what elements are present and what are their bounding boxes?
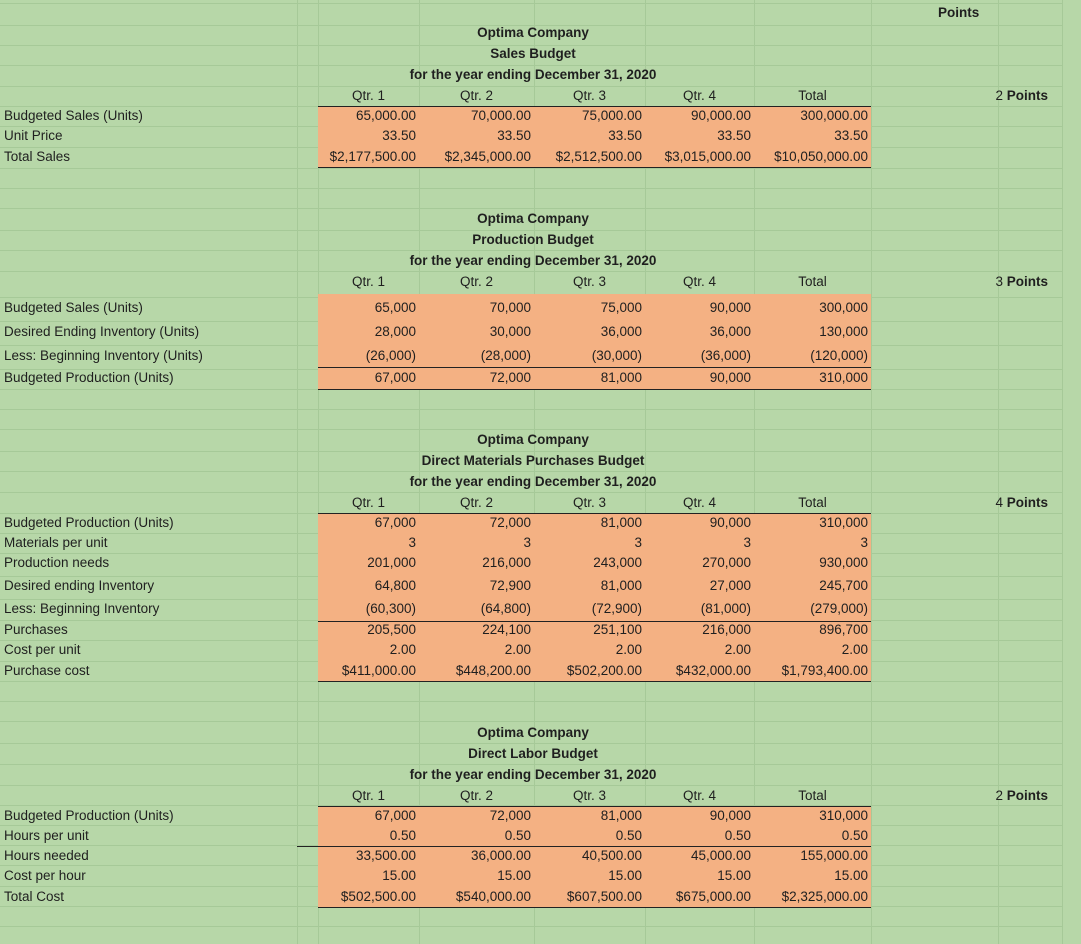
value-cell[interactable]: 0.50 xyxy=(504,828,531,843)
value-cell[interactable]: (28,000) xyxy=(480,348,531,363)
value-cell[interactable]: 72,000 xyxy=(489,515,531,530)
value-cell[interactable]: $2,325,000.00 xyxy=(781,889,868,904)
row-label: Less: Beginning Inventory (Units) xyxy=(4,348,203,363)
value-cell[interactable]: 3 xyxy=(743,535,751,550)
points-value xyxy=(940,272,1048,292)
row-label: Purchase cost xyxy=(4,663,90,678)
grid-row-line xyxy=(0,188,1062,189)
value-cell[interactable]: 67,000 xyxy=(374,808,416,823)
column-header: Qtr. 2 xyxy=(459,495,493,510)
value-cell[interactable]: 72,000 xyxy=(489,370,531,385)
value-cell[interactable]: 300,000.00 xyxy=(800,108,868,123)
value-cell[interactable]: 36,000 xyxy=(600,324,642,339)
column-header: Qtr. 1 xyxy=(351,88,385,103)
value-cell[interactable]: (279,000) xyxy=(810,601,868,616)
points-number: 2 xyxy=(995,788,1003,803)
value-cell[interactable]: 33.50 xyxy=(497,128,531,143)
value-cell[interactable]: 15.00 xyxy=(497,868,531,883)
value-cell[interactable]: 3 xyxy=(860,535,868,550)
value-cell[interactable]: 15.00 xyxy=(834,868,868,883)
points-label: Points xyxy=(1006,788,1048,803)
row-label: Materials per unit xyxy=(4,535,108,550)
column-header: Qtr. 2 xyxy=(459,274,493,289)
value-cell[interactable]: (72,900) xyxy=(591,601,642,616)
value-cell[interactable]: 930,000 xyxy=(819,555,868,570)
column-header: Qtr. 1 xyxy=(351,495,385,510)
value-cell[interactable]: 30,000 xyxy=(489,324,531,339)
row-label: Production needs xyxy=(4,555,110,570)
points-label: Points xyxy=(1006,495,1048,510)
value-cell[interactable]: 36,000 xyxy=(709,324,751,339)
budget-period: for the year ending December 31, 2020 xyxy=(409,253,657,268)
grid-row-line xyxy=(0,926,1062,927)
value-cell[interactable]: $2,177,500.00 xyxy=(329,149,416,164)
value-cell[interactable]: 3 xyxy=(634,535,642,550)
cell-border-line xyxy=(318,513,871,514)
value-cell[interactable]: 33.50 xyxy=(717,128,751,143)
row-label: Budgeted Production (Units) xyxy=(4,370,174,385)
value-cell[interactable]: 33.50 xyxy=(834,128,868,143)
value-cell[interactable]: $502,500.00 xyxy=(340,889,416,904)
column-header: Qtr. 3 xyxy=(572,274,606,289)
row-label: Hours needed xyxy=(4,848,89,863)
value-cell[interactable]: $2,512,500.00 xyxy=(555,149,642,164)
points-value xyxy=(940,493,1048,513)
cell-border-line xyxy=(318,167,871,168)
value-cell[interactable]: 90,000 xyxy=(709,370,751,385)
grid-column-line xyxy=(871,0,872,944)
cell-border-line xyxy=(318,621,871,622)
value-cell[interactable]: 90,000 xyxy=(709,300,751,315)
value-cell[interactable]: $540,000.00 xyxy=(455,889,531,904)
value-cell[interactable]: 310,000 xyxy=(819,370,868,385)
row-label: Less: Beginning Inventory xyxy=(4,601,160,616)
row-label: Budgeted Sales (Units) xyxy=(4,108,143,123)
budget-company-name: Optima Company xyxy=(477,725,589,740)
value-cell[interactable]: 40,500.00 xyxy=(581,848,642,863)
grid-row-line xyxy=(0,701,1062,702)
row-label: Desired ending Inventory xyxy=(4,578,155,593)
value-cell[interactable]: $3,015,000.00 xyxy=(664,149,751,164)
value-cell[interactable]: 75,000 xyxy=(600,300,642,315)
value-cell[interactable]: (36,000) xyxy=(700,348,751,363)
row-label: Unit Price xyxy=(4,128,63,143)
value-cell[interactable]: $432,000.00 xyxy=(675,663,751,678)
value-cell[interactable]: 90,000 xyxy=(709,515,751,530)
value-cell[interactable]: 72,900 xyxy=(489,578,531,593)
value-cell[interactable]: 2.00 xyxy=(504,642,531,657)
value-cell[interactable]: 45,000.00 xyxy=(690,848,751,863)
grid-row-line xyxy=(0,3,1062,4)
value-cell[interactable]: 0.50 xyxy=(724,828,751,843)
value-cell[interactable]: 3 xyxy=(523,535,531,550)
value-cell[interactable]: 216,000 xyxy=(702,622,751,637)
cell-border-line xyxy=(318,681,871,682)
value-cell[interactable]: 2.00 xyxy=(389,642,416,657)
grid-column-line xyxy=(1062,0,1063,944)
budget-title: Direct Labor Budget xyxy=(468,746,598,761)
value-cell[interactable]: 33.50 xyxy=(382,128,416,143)
column-header: Qtr. 3 xyxy=(572,788,606,803)
column-header: Qtr. 3 xyxy=(572,495,606,510)
column-header: Total xyxy=(798,495,827,510)
points-label: Points xyxy=(1006,274,1048,289)
value-cell[interactable]: 243,000 xyxy=(593,555,642,570)
grid-row-line xyxy=(0,168,1062,169)
budget-company-name: Optima Company xyxy=(477,25,589,40)
points-label: Points xyxy=(1006,88,1048,103)
value-cell[interactable]: 2.00 xyxy=(724,642,751,657)
value-cell[interactable]: 2.00 xyxy=(615,642,642,657)
points-number: 3 xyxy=(995,274,1003,289)
value-cell[interactable]: $10,050,000.00 xyxy=(774,149,868,164)
value-cell[interactable]: (81,000) xyxy=(700,601,751,616)
cell-border-line xyxy=(318,907,871,908)
cell-border-line xyxy=(318,846,871,847)
value-cell[interactable]: 67,000 xyxy=(374,370,416,385)
value-cell[interactable]: 0.50 xyxy=(615,828,642,843)
value-cell[interactable]: 270,000 xyxy=(702,555,751,570)
budget-period: for the year ending December 31, 2020 xyxy=(409,474,657,489)
value-cell[interactable]: (30,000) xyxy=(591,348,642,363)
value-cell[interactable]: 67,000 xyxy=(374,515,416,530)
points-number: 4 xyxy=(995,495,1003,510)
column-header: Qtr. 1 xyxy=(351,788,385,803)
row-label: Hours per unit xyxy=(4,828,89,843)
points-value xyxy=(940,786,1048,806)
budget-period: for the year ending December 31, 2020 xyxy=(409,767,657,782)
cell-border-line xyxy=(318,106,871,107)
value-cell[interactable]: 245,700 xyxy=(819,578,868,593)
grid-row-line xyxy=(0,721,1062,722)
value-cell[interactable]: 81,000 xyxy=(600,515,642,530)
budget-title: Direct Materials Purchases Budget xyxy=(421,453,645,468)
value-cell[interactable]: 15.00 xyxy=(717,868,751,883)
column-header: Total xyxy=(798,88,827,103)
value-cell[interactable]: 90,000.00 xyxy=(690,108,751,123)
value-cell[interactable]: 300,000 xyxy=(819,300,868,315)
row-label: Cost per unit xyxy=(4,642,81,657)
row-label: Purchases xyxy=(4,622,68,637)
cell-border-line xyxy=(318,367,871,368)
budget-title: Production Budget xyxy=(472,232,594,247)
cell-border-line xyxy=(318,389,871,390)
value-cell[interactable]: 33,500.00 xyxy=(355,848,416,863)
budget-period: for the year ending December 31, 2020 xyxy=(409,67,657,82)
value-cell[interactable]: 0.50 xyxy=(841,828,868,843)
value-cell[interactable]: 81,000 xyxy=(600,578,642,593)
value-cell[interactable]: $411,000.00 xyxy=(341,663,416,678)
value-cell[interactable]: $1,793,400.00 xyxy=(781,663,868,678)
column-header: Qtr. 1 xyxy=(351,274,385,289)
value-cell[interactable]: 251,100 xyxy=(593,622,642,637)
value-cell[interactable]: 81,000 xyxy=(600,808,642,823)
column-header: Total xyxy=(798,274,827,289)
column-header: Qtr. 4 xyxy=(682,274,716,289)
value-cell[interactable]: 896,700 xyxy=(819,622,868,637)
value-cell[interactable]: $607,500.00 xyxy=(566,889,642,904)
column-header: Qtr. 4 xyxy=(682,788,716,803)
row-label: Total Sales xyxy=(4,149,71,164)
value-cell[interactable]: 65,000 xyxy=(374,300,416,315)
column-header: Qtr. 3 xyxy=(572,88,606,103)
value-cell[interactable]: 65,000.00 xyxy=(355,108,416,123)
row-label: Budgeted Sales (Units) xyxy=(4,300,143,315)
budget-company-name: Optima Company xyxy=(477,211,589,226)
value-cell[interactable]: (64,800) xyxy=(480,601,531,616)
value-cell[interactable]: (26,000) xyxy=(365,348,416,363)
row-label: Budgeted Production (Units) xyxy=(4,515,174,530)
row-label: Total Cost xyxy=(4,889,65,904)
points-number: 2 xyxy=(995,88,1003,103)
value-cell[interactable]: 15.00 xyxy=(382,868,416,883)
value-cell[interactable]: 155,000.00 xyxy=(800,848,868,863)
value-cell[interactable]: 28,000 xyxy=(374,324,416,339)
value-cell[interactable]: 64,800 xyxy=(374,578,416,593)
value-cell[interactable]: (60,300) xyxy=(365,601,416,616)
value-cell[interactable]: 72,000 xyxy=(489,808,531,823)
row-label: Desired Ending Inventory (Units) xyxy=(4,324,200,339)
value-cell[interactable]: $502,200.00 xyxy=(566,663,642,678)
column-header: Total xyxy=(798,788,827,803)
points-column-header: Points xyxy=(938,5,980,20)
value-cell[interactable]: 70,000.00 xyxy=(470,108,531,123)
value-cell[interactable]: 130,000 xyxy=(819,324,868,339)
points-value xyxy=(940,86,1048,106)
value-cell[interactable]: 81,000 xyxy=(600,370,642,385)
column-header: Qtr. 4 xyxy=(682,495,716,510)
column-header: Qtr. 2 xyxy=(459,88,493,103)
column-header: Qtr. 2 xyxy=(459,788,493,803)
value-cell[interactable]: 0.50 xyxy=(389,828,416,843)
budget-title: Sales Budget xyxy=(490,46,576,61)
value-cell[interactable]: 310,000 xyxy=(819,515,868,530)
value-cell[interactable]: $675,000.00 xyxy=(675,889,751,904)
value-cell[interactable]: 216,000 xyxy=(482,555,531,570)
column-header: Qtr. 4 xyxy=(682,88,716,103)
value-cell[interactable]: 310,000 xyxy=(819,808,868,823)
value-cell[interactable]: 33.50 xyxy=(608,128,642,143)
value-cell[interactable]: 15.00 xyxy=(608,868,642,883)
value-cell[interactable]: 201,000 xyxy=(367,555,416,570)
value-cell[interactable]: 70,000 xyxy=(489,300,531,315)
grid-row-line xyxy=(0,409,1062,410)
value-cell[interactable]: $448,200.00 xyxy=(455,663,531,678)
cell-border-line xyxy=(318,806,871,807)
value-cell[interactable]: 3 xyxy=(408,535,416,550)
value-cell[interactable]: 224,100 xyxy=(482,622,531,637)
value-cell[interactable]: 2.00 xyxy=(841,642,868,657)
value-cell[interactable]: (120,000) xyxy=(810,348,868,363)
value-cell[interactable]: 205,500 xyxy=(367,622,416,637)
value-cell[interactable]: $2,345,000.00 xyxy=(444,149,531,164)
row-label: Budgeted Production (Units) xyxy=(4,808,174,823)
value-cell[interactable]: 90,000 xyxy=(709,808,751,823)
value-cell[interactable]: 27,000 xyxy=(709,578,751,593)
value-cell[interactable]: 36,000.00 xyxy=(470,848,531,863)
cell-border-line xyxy=(297,846,318,847)
value-cell[interactable]: 75,000.00 xyxy=(581,108,642,123)
budget-company-name: Optima Company xyxy=(477,432,589,447)
row-label: Cost per hour xyxy=(4,868,86,883)
